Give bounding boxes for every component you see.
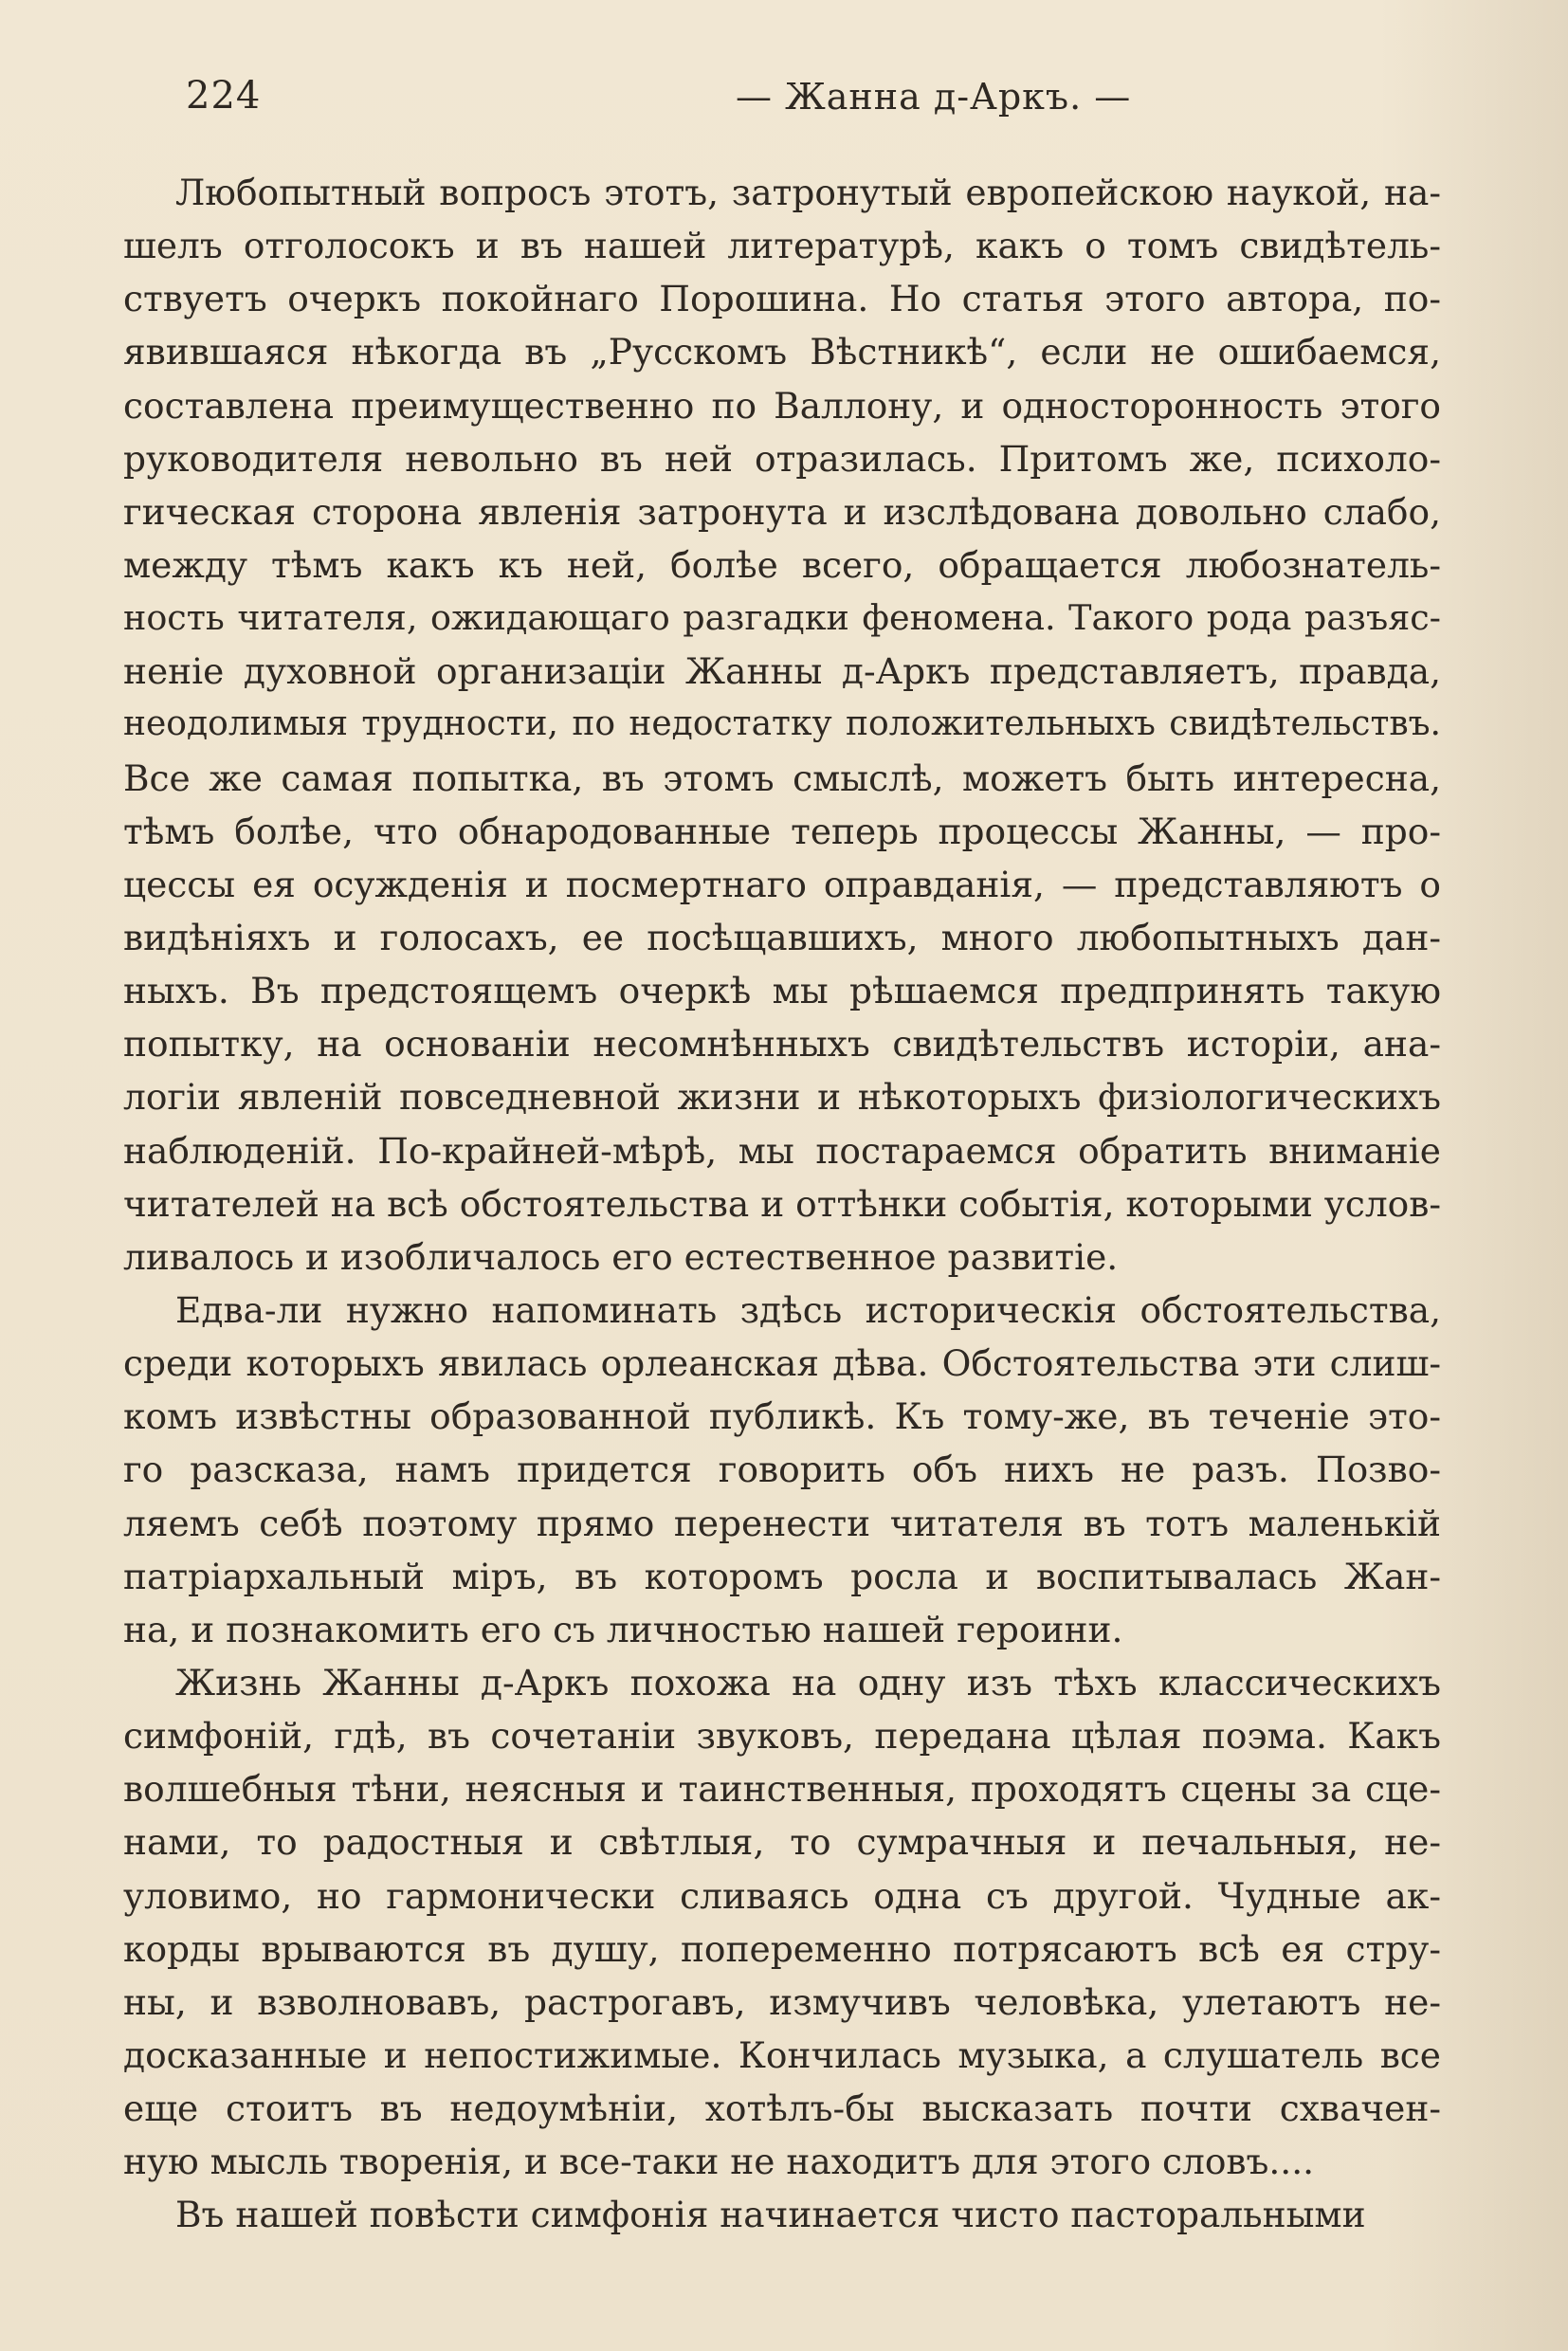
- text-line: ливалось и изобличалось его естественное развитіе.: [123, 1235, 1119, 1278]
- text-line: го разсказа, намъ придется говорить объ нихъ не разъ. Позво-: [123, 1449, 1441, 1491]
- text-line: комъ извѣстны образованной публикѣ. Къ тому-же, въ теченіе это-: [123, 1395, 1441, 1438]
- page-number: 224: [186, 74, 262, 118]
- text-line: патріархальный міръ, въ которомъ росла и воспитывалась Жан-: [123, 1555, 1441, 1597]
- text-line: Жизнь Жанны д-Аркъ похожа на одну изъ тѣхъ классическихъ: [175, 1661, 1441, 1704]
- text-line: Въ нашей повѣсти симфонія начинается чисто пасторальными: [175, 2194, 1366, 2236]
- text-line: шелъ отголосокъ и въ нашей литературѣ, какъ о томъ свидѣтель-: [123, 225, 1441, 267]
- text-line: логіи явленій повседневной жизни и нѣкоторыхъ физіологическихъ: [123, 1076, 1441, 1119]
- body-text: [123, 166, 1441, 2241]
- text-line: волшебныя тѣни, неясныя и таинственныя, проходятъ сцены за сце-: [123, 1768, 1441, 1811]
- text-line: на, и познакомить его съ личностью нашей героини.: [123, 1608, 1123, 1650]
- text-line: попытку, на основаніи несомнѣнныхъ свидѣтельствъ исторіи, ана-: [123, 1023, 1441, 1066]
- page-header: [186, 74, 1447, 131]
- paragraph: [123, 1284, 1441, 1656]
- text-line: Все же самая попытка, въ этомъ смыслѣ, можетъ быть интересна,: [123, 756, 1441, 799]
- text-line: еще стоитъ въ недоумѣніи, хотѣлъ-бы высказать почти схвачен-: [123, 2087, 1441, 2130]
- running-title: — Жанна д-Аркъ. —: [736, 76, 1132, 118]
- text-line: ность читателя, ожидающаго разгадки феномена. Такого рода разъяс-: [123, 597, 1441, 639]
- text-line: неніе духовной организаціи Жанны д-Аркъ представляетъ, правда,: [123, 650, 1441, 693]
- text-line: неодолимыя трудности, по недостатку положительныхъ свидѣтельствъ.: [123, 704, 1441, 744]
- paragraph: [123, 166, 1441, 1284]
- text-line: читателей на всѣ обстоятельства и оттѣнки событія, которыми услов-: [123, 1182, 1441, 1225]
- text-line: Едва-ли нужно напоминать здѣсь историческія обстоятельства,: [175, 1288, 1441, 1331]
- text-line: симфоній, гдѣ, въ сочетаніи звуковъ, передана цѣлая поэма. Какъ: [123, 1715, 1441, 1758]
- text-line: явившаяся нѣкогда въ „Русскомъ Вѣстникѣ“, если не ошибаемся,: [123, 331, 1441, 374]
- text-line: уловимо, но гармонически сливаясь одна съ другой. Чудные ак-: [123, 1874, 1441, 1917]
- text-line: наблюденій. По-крайней-мѣрѣ, мы постараемся обратить вниманіе: [123, 1129, 1441, 1172]
- text-line: тѣмъ болѣе, что обнародованные теперь процессы Жанны, — про-: [123, 810, 1441, 852]
- text-line: видѣніяхъ и голосахъ, ее посѣщавшихъ, много любопытныхъ дан-: [123, 916, 1441, 958]
- text-line: корды врываются въ душу, попеременно потрясаютъ всѣ ея стру-: [123, 1927, 1441, 1970]
- text-line: гическая сторона явленія затронута и изслѣдована довольно слабо,: [123, 490, 1441, 533]
- text-line: ную мысль творенія, и все-таки не находитъ для этого словъ....: [123, 2141, 1315, 2183]
- text-line: ны, и взволновавъ, растрогавъ, измучивъ человѣка, улетаютъ не-: [123, 1980, 1441, 2023]
- text-line: ствуетъ очеркъ покойнаго Порошина. Но статья этого автора, по-: [123, 278, 1441, 320]
- text-line: ныхъ. Въ предстоящемъ очеркѣ мы рѣшаемся предпринять такую: [123, 970, 1441, 1012]
- text-line: цессы ея осужденія и посмертнаго оправданія, — представляютъ о: [123, 863, 1441, 905]
- text-line: Любопытный вопросъ этотъ, затронутый европейскою наукой, на-: [175, 172, 1441, 213]
- paragraph: [123, 1656, 1441, 2188]
- text-line: нами, то радостныя и свѣтлыя, то сумрачныя и печальныя, не-: [123, 1821, 1441, 1864]
- text-line: досказанные и непостижимые. Кончилась музыка, а слушатель все: [123, 2033, 1441, 2076]
- text-line: руководителя невольно въ ней отразилась. Притомъ же, психоло-: [123, 437, 1441, 480]
- text-line: ляемъ себѣ поэтому прямо перенести читателя въ тотъ маленькій: [123, 1502, 1441, 1544]
- text-line: между тѣмъ какъ къ ней, болѣе всего, обращается любознатель-: [123, 543, 1441, 586]
- text-line: среди которыхъ явилась орлеанская дѣва. Обстоятельства эти слиш-: [123, 1342, 1441, 1385]
- text-line: составлена преимущественно по Валлону, и односторонность этого: [123, 384, 1441, 427]
- paragraph: [123, 2188, 1441, 2241]
